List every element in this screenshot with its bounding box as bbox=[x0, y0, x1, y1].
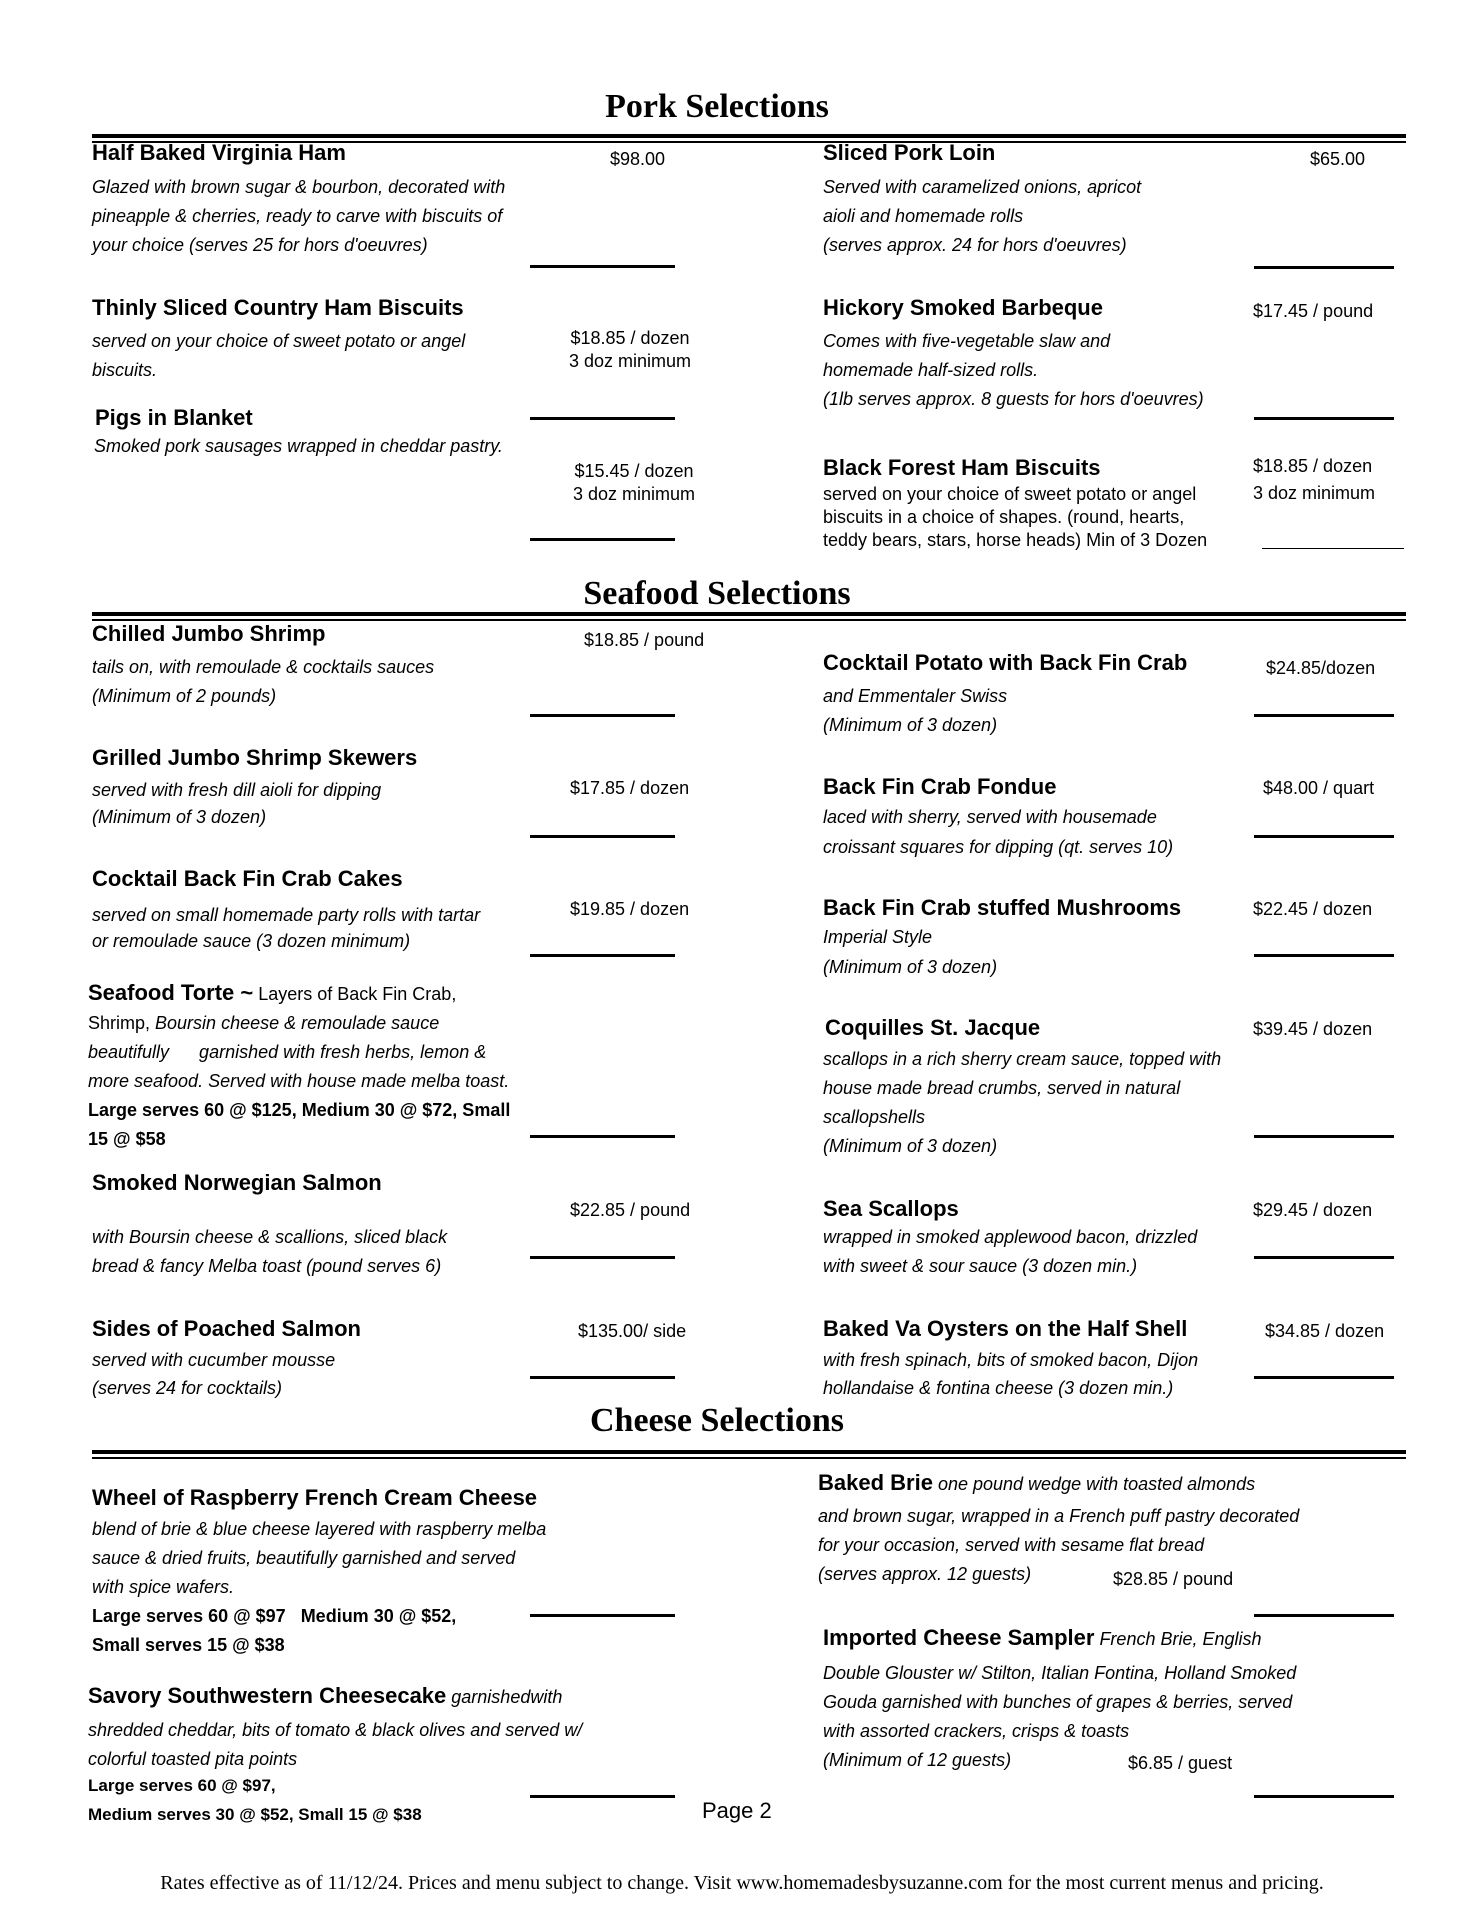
order-quantity-line bbox=[1254, 1795, 1394, 1798]
item-description: biscuits in a choice of shapes. (round, hearts, bbox=[823, 507, 1185, 527]
item-description: house made bread crumbs, served in natural bbox=[823, 1078, 1181, 1098]
item-description: served on your choice of sweet potato or angel bbox=[823, 484, 1197, 504]
order-quantity-line bbox=[530, 417, 675, 420]
item-price: $48.00 / quart bbox=[1263, 778, 1375, 798]
item-price: $24.85/dozen bbox=[1266, 658, 1376, 678]
item-description-text: Boursin cheese & remoulade sauce bbox=[155, 1013, 440, 1033]
order-quantity-line bbox=[1254, 1135, 1394, 1138]
item-description: or remoulade sauce (3 dozen minimum) bbox=[92, 931, 411, 951]
item-description: homemade half-sized rolls. bbox=[823, 360, 1039, 380]
item-price: $15.45 / dozen bbox=[574, 461, 694, 481]
item-description bbox=[88, 1009, 439, 1038]
item-description: served on small homemade party rolls with tartar bbox=[92, 905, 481, 925]
item-description: wrapped in smoked applewood bacon, drizzled bbox=[823, 1227, 1198, 1247]
order-quantity-line bbox=[1254, 1256, 1394, 1259]
item-name: Thinly Sliced Country Ham Biscuits bbox=[92, 295, 464, 320]
item-price: $18.85 / dozen bbox=[1253, 456, 1373, 476]
item-description: with spice wafers. bbox=[92, 1577, 235, 1597]
cheese-section-title: Cheese Selections bbox=[589, 1402, 844, 1439]
item-name: Coquilles St. Jacque bbox=[825, 1015, 1041, 1040]
order-quantity-line bbox=[530, 835, 675, 838]
order-quantity-line bbox=[530, 1135, 675, 1138]
item-description: (serves approx. 12 guests) bbox=[818, 1564, 1032, 1584]
item-price: $34.85 / dozen bbox=[1265, 1321, 1385, 1341]
item-description: and Emmentaler Swiss bbox=[823, 686, 1008, 706]
item-name-detail: one pound wedge with toasted almonds bbox=[932, 1474, 1256, 1494]
item-description: served on your choice of sweet potato or angel bbox=[92, 331, 466, 351]
item-description: scallops in a rich sherry cream sauce, topped with bbox=[823, 1049, 1222, 1069]
item-pricing: Medium serves 30 @ $52, Small 15 @ $38 bbox=[88, 1805, 422, 1824]
item-name: Cocktail Back Fin Crab Cakes bbox=[92, 866, 403, 891]
order-quantity-line bbox=[1254, 954, 1394, 957]
order-quantity-line bbox=[1262, 548, 1404, 549]
item-price: $98.00 bbox=[610, 149, 666, 169]
item-name: Cocktail Potato with Back Fin Crab bbox=[823, 650, 1188, 675]
item-description: pineapple & cherries, ready to carve with biscuits of bbox=[92, 206, 503, 226]
item-pricing: Small serves 15 @ $38 bbox=[92, 1635, 285, 1655]
item-description: croissant squares for dipping (qt. serves 10) bbox=[823, 837, 1174, 857]
item-price: $65.00 bbox=[1310, 149, 1366, 169]
item-description: Glazed with brown sugar & bourbon, decorated with bbox=[92, 177, 506, 197]
item-description: blend of brie & blue cheese layered with raspberry melba bbox=[92, 1519, 547, 1539]
order-quantity-line bbox=[530, 1376, 675, 1379]
item-description-text: Shrimp, bbox=[88, 1013, 156, 1033]
item-description: (1lb serves approx. 8 guests for hors d'oeuvres) bbox=[823, 389, 1204, 409]
item-description: with fresh spinach, bits of smoked bacon, Dijon bbox=[823, 1350, 1199, 1370]
item-name bbox=[88, 1683, 562, 1709]
item-pricing: Large serves 60 @ $97 Medium 30 @ $52, bbox=[92, 1606, 457, 1626]
section-divider bbox=[92, 1450, 1406, 1459]
item-name-detail: Layers of Back Fin Crab, bbox=[253, 984, 457, 1004]
item-price: $22.45 / dozen bbox=[1253, 899, 1373, 919]
order-quantity-line bbox=[1254, 417, 1394, 420]
item-description: with assorted crackers, crisps & toasts bbox=[823, 1721, 1130, 1741]
item-price: $39.45 / dozen bbox=[1253, 1019, 1373, 1039]
order-quantity-line bbox=[530, 1795, 675, 1798]
item-price: $29.45 / dozen bbox=[1253, 1200, 1373, 1220]
item-description: with Boursin cheese & scallions, sliced black bbox=[92, 1227, 448, 1247]
item-description: Gouda garnished with bunches of grapes & berries, served bbox=[823, 1692, 1293, 1712]
item-price: $18.85 / dozen bbox=[570, 328, 690, 348]
order-quantity-line bbox=[1254, 1376, 1394, 1379]
section-divider bbox=[92, 612, 1406, 621]
order-quantity-line bbox=[530, 954, 675, 957]
item-price: $19.85 / dozen bbox=[570, 899, 690, 919]
item-price: $17.85 / dozen bbox=[570, 778, 690, 798]
item-minimum: 3 doz minimum bbox=[572, 484, 696, 504]
item-description: more seafood. Served with house made melba toast. bbox=[88, 1071, 510, 1091]
item-name bbox=[818, 1470, 1255, 1496]
item-name bbox=[823, 1625, 1262, 1651]
item-name: Back Fin Crab Fondue bbox=[823, 774, 1057, 799]
item-description: (Minimum of 3 dozen) bbox=[823, 715, 998, 735]
item-description: served with cucumber mousse bbox=[92, 1350, 336, 1370]
item-description: Served with caramelized onions, apricot bbox=[823, 177, 1142, 197]
item-description: tails on, with remoulade & cocktails sauces bbox=[92, 657, 435, 677]
order-quantity-line bbox=[530, 1256, 675, 1259]
item-name-detail: French Brie, English bbox=[1094, 1629, 1262, 1649]
item-description: Smoked pork sausages wrapped in cheddar pastry. bbox=[94, 436, 503, 456]
item-name: Sliced Pork Loin bbox=[823, 140, 996, 165]
item-description: (Minimum of 3 dozen) bbox=[823, 957, 998, 977]
order-quantity-line bbox=[1254, 266, 1394, 269]
item-name: Baked Va Oysters on the Half Shell bbox=[823, 1316, 1188, 1341]
item-name: Wheel of Raspberry French Cream Cheese bbox=[92, 1485, 538, 1510]
item-name: Sea Scallops bbox=[823, 1196, 959, 1221]
item-name: Smoked Norwegian Salmon bbox=[92, 1170, 382, 1195]
item-name-text: Savory Southwestern Cheesecake bbox=[88, 1683, 447, 1708]
item-name: Hickory Smoked Barbeque bbox=[823, 295, 1103, 320]
item-minimum: 3 doz minimum bbox=[568, 351, 692, 371]
item-description: colorful toasted pita points bbox=[88, 1749, 298, 1769]
item-description: biscuits. bbox=[92, 360, 158, 380]
item-description: (Minimum of 3 dozen) bbox=[92, 807, 267, 827]
item-name: Back Fin Crab stuffed Mushrooms bbox=[823, 895, 1182, 920]
item-description: (Minimum of 2 pounds) bbox=[92, 686, 277, 706]
footer-note: Rates effective as of 11/12/24. Prices and menu subject to change. Visit www.homemadesbysuzanne.com for the most current menus and pricing. bbox=[160, 1872, 1324, 1894]
item-name-text: Imported Cheese Sampler bbox=[823, 1625, 1095, 1650]
order-quantity-line bbox=[1254, 1614, 1394, 1617]
item-description: laced with sherry, served with housemade bbox=[823, 807, 1157, 827]
item-description: hollandaise & fontina cheese (3 dozen min.) bbox=[823, 1378, 1174, 1398]
page-number: Page 2 bbox=[702, 1798, 772, 1823]
item-description: sauce & dried fruits, beautifully garnished and served bbox=[92, 1548, 516, 1568]
item-name: Pigs in Blanket bbox=[95, 405, 253, 430]
item-name bbox=[88, 980, 456, 1006]
order-quantity-line bbox=[1254, 714, 1394, 717]
order-quantity-line bbox=[530, 714, 675, 717]
order-quantity-line bbox=[530, 538, 675, 541]
order-quantity-line bbox=[1254, 835, 1394, 838]
item-description: teddy bears, stars, horse heads) Min of 3 Dozen bbox=[823, 530, 1208, 550]
item-pricing: Large serves 60 @ $125, Medium 30 @ $72, Small bbox=[88, 1100, 511, 1120]
item-price: $6.85 / guest bbox=[1128, 1753, 1233, 1773]
item-description: beautifully garnished with fresh herbs, lemon & bbox=[88, 1042, 487, 1062]
item-description: and brown sugar, wrapped in a French puff pastry decorated bbox=[818, 1506, 1300, 1526]
item-description: (serves 24 for cocktails) bbox=[92, 1378, 283, 1398]
item-price: $22.85 / pound bbox=[570, 1200, 691, 1220]
item-description: (serves approx. 24 for hors d'oeuvres) bbox=[823, 235, 1127, 255]
item-description: with sweet & sour sauce (3 dozen min.) bbox=[823, 1256, 1138, 1276]
item-name: Chilled Jumbo Shrimp bbox=[92, 621, 326, 646]
item-description: Comes with five-vegetable slaw and bbox=[823, 331, 1111, 351]
order-quantity-line bbox=[530, 265, 675, 268]
seafood-section-title: Seafood Selections bbox=[583, 575, 851, 612]
item-description: Double Glouster w/ Stilton, Italian Fontina, Holland Smoked bbox=[823, 1663, 1297, 1683]
item-price: $135.00/ side bbox=[578, 1321, 687, 1341]
item-name-text: Baked Brie bbox=[818, 1470, 933, 1495]
item-minimum: 3 doz minimum bbox=[1253, 483, 1376, 503]
item-name-text: Seafood Torte ~ bbox=[88, 980, 254, 1005]
item-name: Black Forest Ham Biscuits bbox=[823, 455, 1101, 480]
item-price: $17.45 / pound bbox=[1253, 301, 1374, 321]
order-quantity-line bbox=[530, 1614, 675, 1617]
pork-section-title: Pork Selections bbox=[605, 88, 829, 125]
item-description: Imperial Style bbox=[823, 927, 933, 947]
item-price: $18.85 / pound bbox=[584, 630, 705, 650]
item-name: Grilled Jumbo Shrimp Skewers bbox=[92, 745, 418, 770]
item-pricing: Large serves 60 @ $97, bbox=[88, 1776, 276, 1795]
item-description: shredded cheddar, bits of tomato & black olives and served w/ bbox=[88, 1720, 583, 1740]
item-description: your choice (serves 25 for hors d'oeuvres) bbox=[92, 235, 428, 255]
item-description: for your occasion, served with sesame flat bread bbox=[818, 1535, 1205, 1555]
item-name: Half Baked Virginia Ham bbox=[92, 140, 346, 165]
item-description: (Minimum of 12 guests) bbox=[823, 1750, 1012, 1770]
item-description: bread & fancy Melba toast (pound serves 6) bbox=[92, 1256, 442, 1276]
item-description: aioli and homemade rolls bbox=[823, 206, 1024, 226]
item-price: $28.85 / pound bbox=[1113, 1569, 1234, 1589]
item-name-detail: garnishedwith bbox=[446, 1687, 563, 1707]
item-pricing: 15 @ $58 bbox=[88, 1129, 166, 1149]
item-description: served with fresh dill aioli for dipping bbox=[92, 780, 382, 800]
item-description: scallopshells bbox=[823, 1107, 926, 1127]
item-description: (Minimum of 3 dozen) bbox=[823, 1136, 998, 1156]
item-name: Sides of Poached Salmon bbox=[92, 1316, 361, 1341]
